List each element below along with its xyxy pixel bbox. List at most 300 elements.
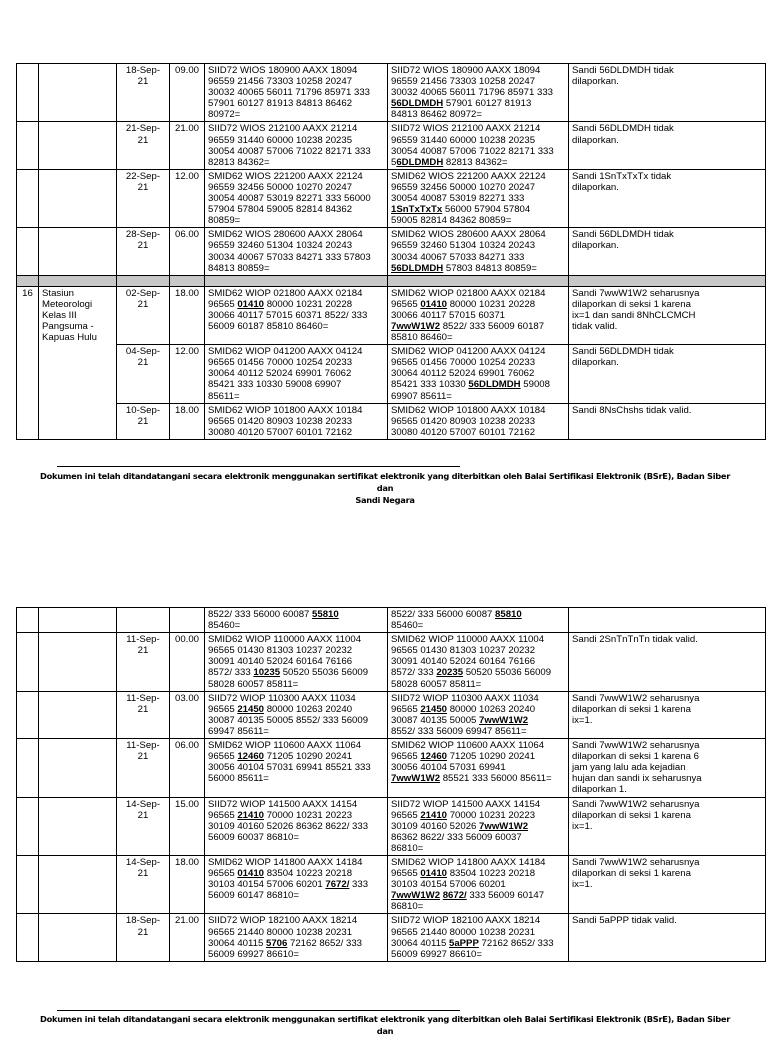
cell-line xyxy=(208,949,384,960)
highlighted-code: 21410 xyxy=(420,809,448,821)
cell-line xyxy=(208,704,384,715)
code-text: 82813 84362= xyxy=(208,156,270,168)
corrected-code-cell xyxy=(388,691,569,738)
cell-line: Sandi 56DLDMDH tidak xyxy=(572,346,674,358)
cell-line: dilaporkan di seksi 1 karena xyxy=(572,868,691,880)
station-name-cell xyxy=(39,228,117,275)
cell-line xyxy=(208,65,384,76)
cell-line xyxy=(208,679,384,690)
code-text: 96565 xyxy=(391,868,421,880)
cell-line xyxy=(208,87,384,98)
cell-line xyxy=(208,821,384,832)
time-cell: 06.00 xyxy=(170,739,205,797)
code-text: 56009 69927 86610= xyxy=(208,948,299,960)
original-code-cell xyxy=(205,228,388,275)
cell-line xyxy=(391,346,565,357)
time-cell: 03.00 xyxy=(170,691,205,738)
code-text: SIID72 WIOS 212100 AAXX 21214 xyxy=(208,123,358,135)
code-text: 30080 40120 57007 60101 72162 xyxy=(208,426,353,438)
table-row xyxy=(17,228,766,275)
cell-line: dilaporkan. xyxy=(572,181,619,193)
code-text: SMID62 WIOP 110000 AAXX 11004 xyxy=(391,634,545,646)
cell-line: dilaporkan. xyxy=(572,76,619,88)
code-text: 58028 60057 85811= xyxy=(391,678,482,690)
code-text: 56009 69927 86610= xyxy=(391,948,482,960)
code-text: 96565 xyxy=(208,809,238,821)
cell-line xyxy=(391,634,565,645)
time-cell: 12.00 xyxy=(170,169,205,227)
highlighted-code: 10235 xyxy=(253,667,281,679)
note-cell xyxy=(569,797,766,855)
cell-line xyxy=(208,609,384,620)
cell-line xyxy=(391,740,565,751)
synop-correction-table-page-1 xyxy=(16,63,766,440)
note-cell xyxy=(569,608,766,633)
cell-line: Sandi 56DLDMDH tidak xyxy=(572,65,674,76)
cell-line xyxy=(391,773,565,784)
station-name-cell xyxy=(39,64,117,122)
cell-line xyxy=(208,773,384,784)
code-text: SMID62 WIOP 141800 AAXX 14184 xyxy=(391,856,546,868)
code-text: 96565 xyxy=(391,809,421,821)
code-text: 96565 xyxy=(391,703,421,715)
corrected-code-cell xyxy=(388,345,569,403)
date-cell xyxy=(117,169,170,227)
station-number-cell xyxy=(17,633,39,691)
date-cell xyxy=(117,122,170,169)
highlighted-code: 5aPPP xyxy=(448,937,479,949)
code-text: 96565 xyxy=(208,703,238,715)
cell-line xyxy=(391,65,565,76)
code-text: 56009 60147 86810= xyxy=(208,890,299,902)
cell-line: jam yang lalu ada kejadian xyxy=(572,762,686,774)
cell-line xyxy=(208,299,384,310)
cell-line xyxy=(391,76,565,87)
cell-line xyxy=(208,215,384,226)
station-number-cell xyxy=(17,914,39,961)
table-row xyxy=(17,169,766,227)
code-text: 96559 32456 50000 10270 20247 xyxy=(391,181,536,193)
note-cell xyxy=(569,633,766,691)
cell-line: dilaporkan. xyxy=(572,134,619,146)
note-cell xyxy=(569,855,766,913)
code-text: 96565 21440 80000 10238 20231 xyxy=(391,926,536,938)
station-number-cell xyxy=(17,608,39,633)
highlighted-code: 01410 xyxy=(420,298,448,310)
station-number-cell xyxy=(17,169,39,227)
cell-line xyxy=(208,740,384,751)
highlighted-code: 7wwW1W2 xyxy=(479,714,529,726)
highlighted-code: 21450 xyxy=(420,703,448,715)
code-text: 72162 8652/ 333 xyxy=(478,937,554,949)
code-text: 30091 40140 52024 60164 76166 xyxy=(391,656,536,668)
station-number-cell xyxy=(17,228,39,275)
cell-line xyxy=(391,135,565,146)
table-row xyxy=(17,345,766,403)
footer-text-line-2: Sandi Negara xyxy=(355,495,415,505)
cell-line: ix=1. xyxy=(572,879,593,891)
cell-line xyxy=(391,405,565,416)
code-text: 83504 10223 20218 xyxy=(447,868,536,880)
cell-line xyxy=(391,379,565,390)
cell-line xyxy=(391,810,565,821)
highlighted-code: 7wwW1W2 xyxy=(391,890,441,902)
original-code-cell xyxy=(205,122,388,169)
station-number-cell xyxy=(17,691,39,738)
cell-line xyxy=(208,321,384,332)
cell-line xyxy=(208,405,384,416)
highlighted-code: 56DLDMDH xyxy=(391,262,444,274)
code-text: 30054 40087 57006 71022 82171 333 xyxy=(391,145,554,157)
corrected-code-cell xyxy=(388,64,569,122)
code-text: SMID62 WIOP 110000 AAXX 11004 xyxy=(208,634,362,646)
table-row xyxy=(17,739,766,797)
code-text: SMID62 WIOS 280600 AAXX 28064 xyxy=(391,229,546,241)
cell-line: 28-Sep- xyxy=(125,229,161,241)
highlighted-code: 8672/ xyxy=(442,890,467,902)
code-text: SMID62 WIOP 101800 AAXX 10184 xyxy=(208,404,363,416)
cell-line: 21 xyxy=(137,181,149,193)
cell-line xyxy=(208,123,384,134)
station-number-cell xyxy=(17,64,39,122)
code-text: 96565 01456 70000 10254 20233 xyxy=(208,357,353,369)
highlighted-code: 7672/ xyxy=(325,879,350,891)
code-text: 71205 10290 20241 xyxy=(447,751,536,763)
code-text: 333 56009 60147 xyxy=(466,890,545,902)
code-text: 57901 60127 81913 xyxy=(443,98,532,110)
cell-line xyxy=(391,321,565,332)
code-text: SMID62 WIOP 021800 AAXX 02184 xyxy=(208,287,363,299)
code-text: 30034 40067 57033 84271 333 xyxy=(391,251,525,263)
code-text: 58028 60057 85811= xyxy=(208,678,299,690)
cell-line xyxy=(391,182,565,193)
cell-line xyxy=(391,109,565,120)
cell-line xyxy=(391,679,565,690)
code-text: 83504 10223 20218 xyxy=(264,868,353,880)
code-text: SIID72 WIOP 141500 AAXX 14154 xyxy=(208,798,358,810)
note-cell xyxy=(569,403,766,439)
station-name-cell xyxy=(39,914,117,961)
date-cell xyxy=(117,403,170,439)
corrected-code-cell xyxy=(388,739,569,797)
cell-line: 21 xyxy=(137,703,149,715)
code-text: 86362 8622/ 333 56009 60037 xyxy=(391,831,522,843)
cell-line xyxy=(208,634,384,645)
table-row xyxy=(17,608,766,633)
highlighted-code: 20235 xyxy=(436,667,464,679)
cell-line: 14-Sep- xyxy=(125,798,161,810)
table-row xyxy=(17,914,766,961)
code-text: SIID72 WIOS 212100 AAXX 21214 xyxy=(391,123,541,135)
date-cell xyxy=(117,345,170,403)
code-text: 84813 86462 80972= xyxy=(391,109,482,121)
code-text: 86810= xyxy=(391,842,424,854)
table-row xyxy=(17,64,766,122)
code-text: 30109 40160 52026 86362 8622/ 333 xyxy=(208,820,369,832)
station-number-cell xyxy=(17,122,39,169)
cell-line xyxy=(391,391,565,402)
cell-line xyxy=(208,416,384,427)
code-text: 96565 xyxy=(208,868,238,880)
cell-line xyxy=(391,726,565,737)
original-code-cell xyxy=(205,691,388,738)
cell-line xyxy=(391,667,565,678)
cell-line xyxy=(208,368,384,379)
separator-cell xyxy=(170,275,205,286)
code-text: 85421 333 10330 59008 69907 xyxy=(208,379,342,391)
separator-cell xyxy=(205,275,388,286)
cell-line xyxy=(391,843,565,854)
original-code-cell xyxy=(205,403,388,439)
code-text: 30064 40112 52024 69901 76062 xyxy=(391,368,535,380)
cell-line: hujan dan sandi ix seharusnya xyxy=(572,773,702,785)
code-text: SMID62 WIOP 110600 AAXX 11064 xyxy=(391,740,545,752)
code-text: 30064 40115 xyxy=(208,937,266,949)
code-text: 30103 40154 57006 60201 xyxy=(391,879,506,891)
cell-line: 18-Sep- xyxy=(125,65,161,76)
cell-line: 21 xyxy=(137,926,149,938)
code-text: 96559 32456 50000 10270 20247 xyxy=(208,181,353,193)
code-text: 56000 85611= xyxy=(208,773,269,785)
cell-line xyxy=(391,310,565,321)
code-text: 85810 86460= xyxy=(391,332,453,344)
code-text: SIID72 WIOS 180900 AAXX 18094 xyxy=(391,65,541,76)
code-text: SIID72 WIOP 141500 AAXX 14154 xyxy=(391,798,541,810)
cell-line: 21 xyxy=(137,298,149,310)
cell-line xyxy=(391,332,565,343)
cell-line xyxy=(391,357,565,368)
cell-line xyxy=(391,890,565,901)
code-text: 69907 85611= xyxy=(391,390,452,402)
highlighted-code: 85810 xyxy=(495,609,522,620)
cell-line: 21 xyxy=(137,868,149,880)
cell-line xyxy=(208,357,384,368)
note-cell xyxy=(569,169,766,227)
time-cell: 06.00 xyxy=(170,228,205,275)
code-text: 96559 31440 60000 10238 20235 xyxy=(391,134,536,146)
code-text: 85460= xyxy=(391,620,424,632)
highlighted-code: 5706 xyxy=(265,937,288,949)
code-text: 85421 333 10330 xyxy=(391,379,469,391)
code-text: 30103 40154 57006 60201 xyxy=(208,879,326,891)
highlighted-code: 56DLDMDH xyxy=(391,98,444,110)
time-cell: 21.00 xyxy=(170,914,205,961)
synop-correction-table-page-2 xyxy=(16,607,766,962)
cell-line xyxy=(391,949,565,960)
cell-line xyxy=(391,868,565,879)
cell-line: Sandi 7wwW1W2 seharusnya xyxy=(572,798,700,810)
code-text: 96565 01456 70000 10254 20233 xyxy=(391,357,536,369)
code-text: SMID62 WIOS 280600 AAXX 28064 xyxy=(208,229,363,241)
cell-line: Sandi 5aPPP tidak valid. xyxy=(572,915,677,927)
code-text: 30109 40160 52026 xyxy=(391,820,480,832)
original-code-cell xyxy=(205,855,388,913)
station-name-cell xyxy=(39,608,117,633)
cell-line xyxy=(208,427,384,438)
cell-line: Sandi 7wwW1W2 seharusnya xyxy=(572,740,700,752)
cell-line xyxy=(208,762,384,773)
cell-line xyxy=(208,240,384,251)
code-text: 30032 40065 56011 71796 85971 333 xyxy=(208,87,371,99)
time-cell xyxy=(170,608,205,633)
cell-line: dilaporkan 1. xyxy=(572,784,627,796)
highlighted-code: 7wwW1W2 xyxy=(479,820,529,832)
code-text: 50520 55036 56009 xyxy=(280,667,369,679)
cell-line xyxy=(208,171,384,182)
station-name-cell xyxy=(39,855,117,913)
cell-line: dilaporkan. xyxy=(572,240,619,252)
cell-line xyxy=(391,263,565,274)
cell-line xyxy=(208,76,384,87)
corrected-code-cell xyxy=(388,797,569,855)
cell-line xyxy=(208,135,384,146)
code-text: 80972= xyxy=(208,109,241,121)
footer-divider-2 xyxy=(57,1010,460,1011)
code-text: SMID62 WIOP 141800 AAXX 14184 xyxy=(208,856,363,868)
code-text: 30056 40104 57031 69941 xyxy=(391,762,506,774)
station-name-cell xyxy=(39,691,117,738)
code-text: 96565 01430 81303 10237 20232 xyxy=(208,645,353,657)
cell-line xyxy=(208,693,384,704)
date-cell xyxy=(117,633,170,691)
cell-line: Sandi 1SnTxTxTx tidak xyxy=(572,170,672,182)
highlighted-code: 01410 xyxy=(237,868,265,880)
code-text: 96565 21440 80000 10238 20231 xyxy=(208,926,353,938)
cell-line xyxy=(391,915,565,926)
code-text: SMID62 WIOP 101800 AAXX 10184 xyxy=(391,404,546,416)
cell-line: 21 xyxy=(137,76,149,88)
time-cell: 12.00 xyxy=(170,345,205,403)
code-text: 59008 xyxy=(520,379,550,391)
station-name-cell xyxy=(39,633,117,691)
cell-line xyxy=(391,427,565,438)
cell-line xyxy=(208,252,384,263)
cell-line xyxy=(391,123,565,134)
time-cell: 21.00 xyxy=(170,122,205,169)
cell-line xyxy=(391,157,565,168)
date-cell xyxy=(117,228,170,275)
highlighted-code: 01410 xyxy=(420,868,448,880)
cell-line xyxy=(391,821,565,832)
cell-line: dilaporkan di seksi 1 karena xyxy=(572,703,691,715)
code-text: 8572/ 333 xyxy=(391,667,437,679)
cell-line xyxy=(391,832,565,843)
footer-signature-note xyxy=(40,470,730,506)
code-text: SMID62 WIOP 110600 AAXX 11064 xyxy=(208,740,362,752)
cell-line: 11-Sep- xyxy=(126,740,160,752)
original-code-cell xyxy=(205,169,388,227)
note-cell xyxy=(569,64,766,122)
note-cell xyxy=(569,345,766,403)
code-text: 85611= xyxy=(208,390,240,402)
cell-line xyxy=(208,810,384,821)
code-text: 96559 32460 51304 10324 20243 xyxy=(208,240,353,252)
cell-line xyxy=(208,288,384,299)
cell-line xyxy=(208,379,384,390)
code-text: 30087 40135 50005 xyxy=(391,714,480,726)
station-name-cell xyxy=(39,739,117,797)
date-cell xyxy=(117,608,170,633)
cell-line: ix=1 dan sandi 8NhCLCMCH xyxy=(572,309,696,321)
code-text: 333 xyxy=(349,879,369,891)
original-code-cell xyxy=(205,633,388,691)
highlighted-code: 21450 xyxy=(237,703,265,715)
section-separator-row xyxy=(17,275,766,286)
separator-cell xyxy=(569,275,766,286)
cell-line: 21 xyxy=(137,415,149,427)
footer-text-line-3: Dokumen ini telah ditandatangani secara elektronik menggunakan sertifikat elektronik yang diterbitkan oleh Balai Sertifikasi Elektronik (BSrE), Badan Siber dan xyxy=(40,1014,730,1036)
station-name-cell xyxy=(39,122,117,169)
cell-line xyxy=(391,693,565,704)
cell-line: Sandi 7wwW1W2 seharusnya xyxy=(572,287,700,299)
code-text: SIID72 WIOP 182100 AAXX 18214 xyxy=(391,915,541,927)
date-cell xyxy=(117,691,170,738)
cell-line: 10-Sep- xyxy=(125,404,161,416)
cell-line: dilaporkan di seksi 1 karena xyxy=(572,298,691,310)
code-text: 30032 40065 56011 71796 85971 333 xyxy=(391,87,554,99)
corrected-code-cell xyxy=(388,403,569,439)
highlighted-code: 21410 xyxy=(237,809,265,821)
table-row xyxy=(17,122,766,169)
cell-line: 11-Sep- xyxy=(126,634,160,646)
cell-line xyxy=(208,751,384,762)
code-text: 30091 40140 52024 60164 76166 xyxy=(208,656,353,668)
cell-line: 04-Sep- xyxy=(125,346,161,358)
highlighted-code: 56DLDMDH xyxy=(468,379,521,391)
footer-signature-note-2 xyxy=(40,1013,730,1037)
original-code-cell xyxy=(205,345,388,403)
cell-line: 21 xyxy=(137,645,149,657)
cell-line xyxy=(208,620,384,631)
code-text: 30066 40117 57015 60371 xyxy=(391,309,505,321)
cell-line xyxy=(208,868,384,879)
cell-line: Sandi 56DLDMDH tidak xyxy=(572,229,674,241)
code-text: 72162 8652/ 333 xyxy=(287,937,363,949)
cell-line xyxy=(208,204,384,215)
cell-line xyxy=(208,193,384,204)
note-cell xyxy=(569,914,766,961)
cell-line xyxy=(208,938,384,949)
cell-line xyxy=(208,890,384,901)
code-text: SIID72 WIOP 110300 AAXX 11034 xyxy=(208,692,356,704)
cell-line xyxy=(391,252,565,263)
cell-line: 21 xyxy=(137,751,149,763)
note-cell xyxy=(569,286,766,344)
code-text: 70000 10231 20223 xyxy=(264,809,353,821)
note-cell xyxy=(569,691,766,738)
code-text: 56009 60037 86810= xyxy=(208,831,299,843)
cell-line xyxy=(208,726,384,737)
cell-line xyxy=(208,346,384,357)
code-text: SMID62 WIOP 021800 AAXX 02184 xyxy=(391,287,546,299)
cell-line xyxy=(391,799,565,810)
code-text: 96565 01420 80903 10238 20233 xyxy=(391,415,536,427)
highlighted-code: 1SnTxTxTx xyxy=(391,204,443,216)
cell-line xyxy=(208,879,384,890)
date-cell xyxy=(117,286,170,344)
station-name-cell xyxy=(39,286,117,439)
highlighted-code: 12460 xyxy=(237,751,265,763)
station-name-cell xyxy=(39,169,117,227)
cell-line: 14-Sep- xyxy=(125,856,161,868)
code-text: 30034 40067 57033 84271 333 57803 xyxy=(208,251,371,263)
code-text: 82813 84362= xyxy=(443,156,508,168)
code-text: 96559 21456 73303 10258 20247 xyxy=(391,76,536,88)
original-code-cell xyxy=(205,914,388,961)
code-text: 96565 xyxy=(208,751,238,763)
code-text: 69947 85611= xyxy=(208,725,269,737)
cell-line: Sandi 7wwW1W2 seharusnya xyxy=(572,692,700,704)
